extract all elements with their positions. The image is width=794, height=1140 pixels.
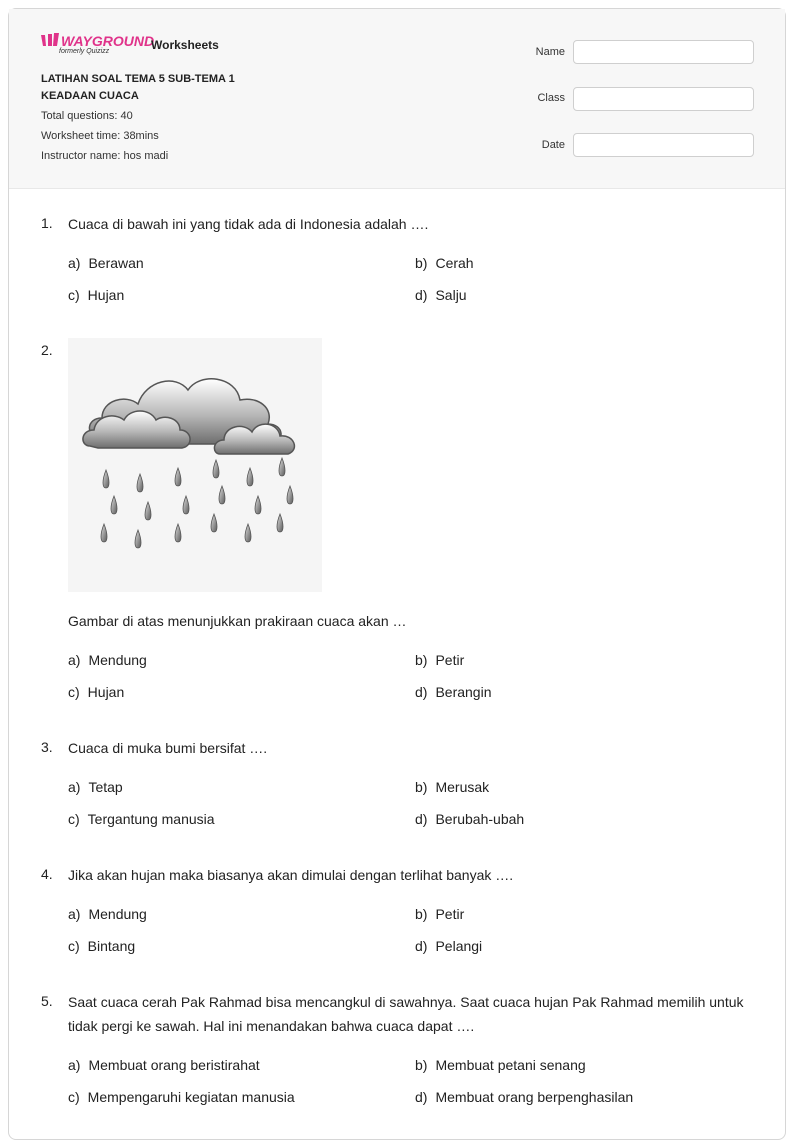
option-letter: d) <box>415 684 428 700</box>
option-a <box>68 906 147 922</box>
question-number: 3. <box>41 739 53 755</box>
option-text: Berangin <box>435 684 492 700</box>
option-b <box>415 1057 586 1073</box>
worksheet-time: Worksheet time: 38mins <box>41 130 159 142</box>
option-letter: a) <box>68 652 81 668</box>
option-d <box>415 811 524 827</box>
date-field[interactable] <box>573 133 754 157</box>
option-letter: a) <box>68 906 81 922</box>
worksheet-title-line1: LATIHAN SOAL TEMA 5 SUB-TEMA 1 <box>41 73 235 85</box>
option-letter: b) <box>415 1057 428 1073</box>
option-letter: c) <box>68 811 80 827</box>
option-text: Membuat orang beristirahat <box>88 1057 260 1073</box>
option-d <box>415 1089 633 1105</box>
option-letter: d) <box>415 938 428 954</box>
question-text: Cuaca di muka bumi bersifat …. <box>68 740 268 756</box>
option-letter: b) <box>415 652 428 668</box>
option-text: Bintang <box>87 938 136 954</box>
option-letter: a) <box>68 779 81 795</box>
option-letter: c) <box>68 938 80 954</box>
question-number: 4. <box>41 866 53 882</box>
option-letter: c) <box>68 1089 80 1105</box>
logo-wordmark: WAYGROUND <box>61 33 155 49</box>
name-field[interactable] <box>573 40 754 64</box>
option-d <box>415 938 482 954</box>
raindrops <box>101 458 293 548</box>
option-letter: c) <box>68 684 80 700</box>
option-letter: d) <box>415 811 428 827</box>
option-text: Tergantung manusia <box>87 811 215 827</box>
option-text: Mendung <box>88 906 147 922</box>
option-letter: d) <box>415 1089 428 1105</box>
option-text: Berawan <box>88 255 144 271</box>
option-text: Petir <box>435 906 465 922</box>
option-b <box>415 779 489 795</box>
option-b <box>415 906 464 922</box>
option-letter: b) <box>415 255 428 271</box>
option-a <box>68 1057 260 1073</box>
worksheet-title-line2: KEADAAN CUACA <box>41 90 139 102</box>
class-label: Class <box>537 92 565 104</box>
option-d <box>415 287 467 303</box>
logo-subtitle: formerly Quizizz <box>59 48 110 55</box>
option-letter: a) <box>68 255 81 271</box>
option-letter: a) <box>68 1057 81 1073</box>
option-text: Hujan <box>87 287 125 303</box>
cloud-shape <box>83 379 294 454</box>
question-number: 2. <box>41 342 53 358</box>
option-letter: b) <box>415 906 428 922</box>
instructor-name: Instructor name: hos madi <box>41 150 169 162</box>
name-label: Name <box>535 46 565 58</box>
option-letter: d) <box>415 287 428 303</box>
option-letter: c) <box>68 287 80 303</box>
option-letter: b) <box>415 779 428 795</box>
option-a <box>68 652 147 668</box>
option-c <box>68 811 215 827</box>
date-label: Date <box>541 139 565 151</box>
question-number: 1. <box>41 215 53 231</box>
option-b <box>415 652 464 668</box>
option-text: Pelangi <box>435 938 483 954</box>
option-a <box>68 779 123 795</box>
rain-cloud-image <box>68 338 322 592</box>
option-text: Petir <box>435 652 465 668</box>
option-b <box>415 255 474 271</box>
option-d <box>415 684 492 700</box>
option-text: Membuat orang berpenghasilan <box>435 1089 634 1105</box>
option-text: Hujan <box>87 684 125 700</box>
worksheet-header <box>9 9 785 189</box>
option-c <box>68 287 124 303</box>
question-number: 5. <box>41 993 53 1009</box>
option-c <box>68 938 135 954</box>
class-field[interactable] <box>573 87 754 111</box>
question-text: Saat cuaca cerah Pak Rahmad bisa mencangkul di sawahnya. Saat cuaca hujan Pak Rahmad memilih untuk tidak pergi ke sawah. Hal ini menandakan bahwa cuaca dapat …. <box>68 994 744 1034</box>
option-a <box>68 255 144 271</box>
question-text: Cuaca di bawah ini yang tidak ada di Indonesia adalah …. <box>68 216 429 232</box>
option-text: Merusak <box>435 779 490 795</box>
option-text: Membuat petani senang <box>435 1057 586 1073</box>
question-text: Gambar di atas menunjukkan prakiraan cuaca akan … <box>68 613 407 629</box>
option-text: Berubah-ubah <box>435 811 525 827</box>
option-c <box>68 1089 295 1105</box>
option-text: Mempengaruhi kegiatan manusia <box>87 1089 295 1105</box>
total-questions: Total questions: 40 <box>41 110 133 122</box>
option-text: Mendung <box>88 652 147 668</box>
question-text: Jika akan hujan maka biasanya akan dimulai dengan terlihat banyak …. <box>68 867 514 883</box>
brand-tag: Worksheets <box>151 38 219 52</box>
option-text: Salju <box>435 287 467 303</box>
worksheet-page <box>8 8 786 1140</box>
option-text: Tetap <box>88 779 123 795</box>
option-text: Cerah <box>435 255 474 271</box>
option-c <box>68 684 124 700</box>
